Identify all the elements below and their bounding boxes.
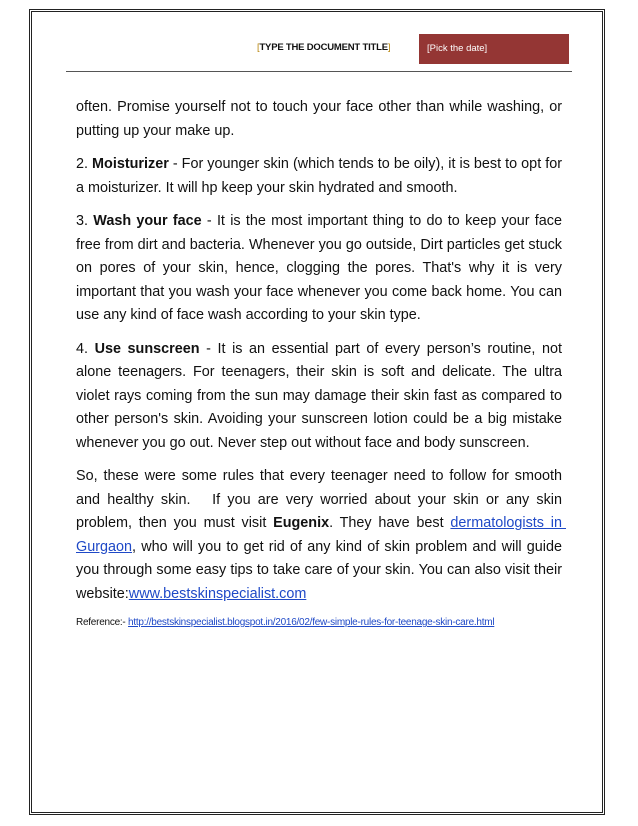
paragraph-text: . They have best [329,515,451,531]
title-bracket-close: ] [387,42,391,53]
document-body [76,96,567,640]
header-divider [66,71,572,72]
paragraph-text: - It is an essential part of every person’s routine, not alone teenagers. For teenagers, their skin is soft and delicate. The ultra violet rays coming from the sun may damage their skin fast as compared to other person's skin. Avoiding your sunscreen lotion could be a big mistake whenever you go out. Never step out without face and body sunscreen. [76,340,566,451]
list-number: 4. [76,340,95,357]
list-number: 3. [76,213,94,229]
dermatologists-link[interactable]: dermatologists in Gurgaon [76,515,566,555]
brand-name: Eugenix [273,515,330,531]
list-heading: Moisturizer [92,156,169,172]
paragraph-text: - It is the most important thing to do to keep your face free from dirt and bacteria. Whenever you go outside, Dirt particles get stuck on pores of your skin, hence, clogging the pores. That's why it is very important that you wash your face whenever you come back home. You can use any kind of face wash according to your skin type. [76,213,566,323]
title-text: TYPE THE DOCUMENT TITLE [259,42,388,53]
list-number: 2. [76,156,93,172]
document-title[interactable] [257,42,390,53]
paragraph-moisturizer [76,153,567,200]
paragraph-text: - For younger skin (which tends to be oily), it is best to opt for a moisturizer. It will hp keep your skin hydrated and smooth. [76,156,567,196]
list-heading: Use sunscreen [94,340,200,357]
reference-label: Reference:- [76,617,129,628]
paragraph-text: So, these were some rules that every teenager need to follow for smooth and healthy skin. If you are very worried about your skin or any skin problem, then you must visit [76,468,566,531]
paragraph-sunscreen [76,338,566,456]
reference-link[interactable]: http://bestskinspecialist.blogspot.in/2016/02/few-simple-rules-for-teenage-skin-care.html [128,617,495,628]
title-bracket-open: [ [257,42,260,53]
paragraph-continuation [76,96,566,143]
paragraph-wash-face [76,210,566,328]
list-heading: Wash your face [93,213,202,229]
paragraph-text: , who will you to get rid of any kind of skin problem and will guide you through some easy tips to take care of your skin. You can also visit their website: [76,538,566,602]
reference-line [76,616,562,630]
date-field[interactable]: [Pick the date] [419,34,569,64]
website-link[interactable]: www.bestskinspecialist.com [128,585,307,602]
paragraph-text: often. Promise yourself not to touch your face other than while washing, or putting up your make up. [76,99,566,139]
paragraph-conclusion [76,465,566,606]
